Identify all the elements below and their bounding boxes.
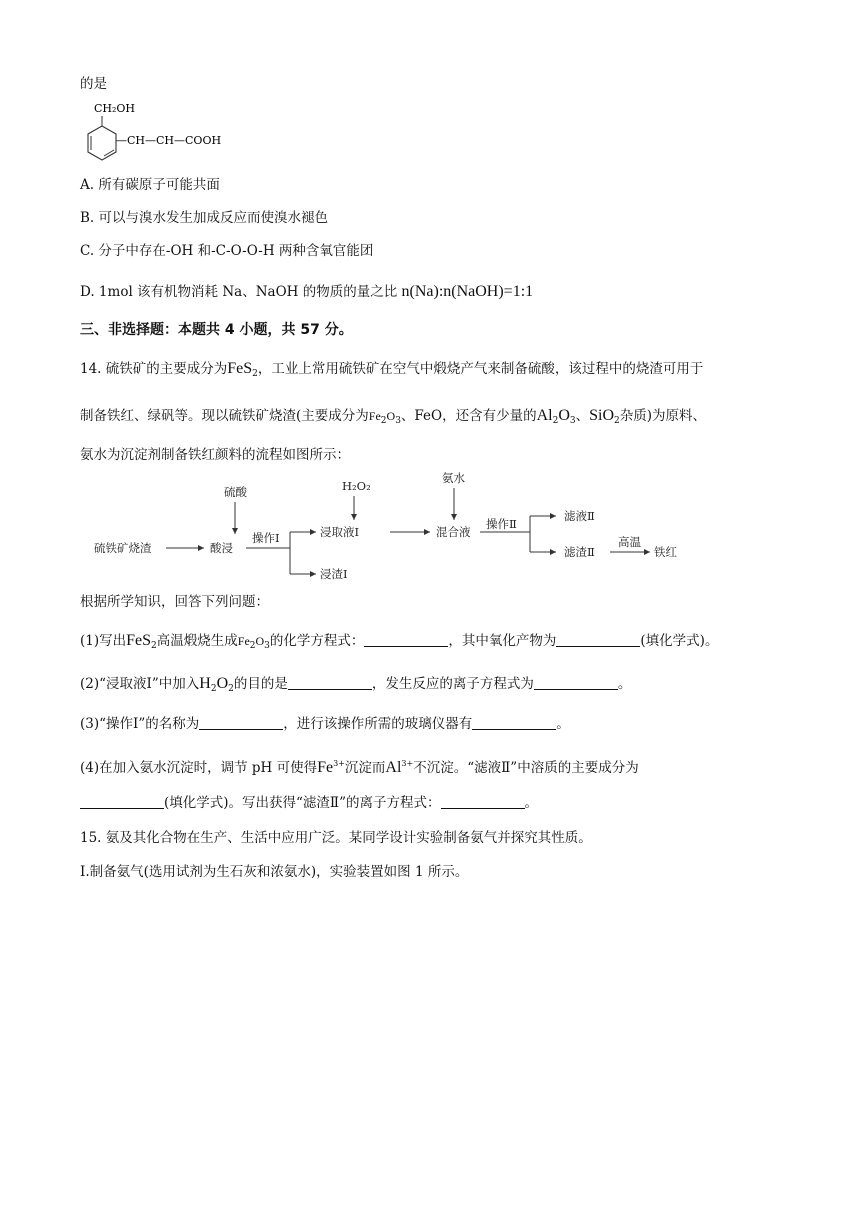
- answer-blank: [441, 794, 525, 809]
- flow-mix: 混合液: [436, 525, 471, 539]
- answer-blank: [364, 632, 448, 647]
- answer-blank: [199, 715, 283, 730]
- structure-chain: —CH—CH—COOH: [116, 134, 222, 147]
- q13-stem-end: 的是: [80, 76, 107, 92]
- flow-diagram: [90, 470, 710, 585]
- flow-acid: 硫酸: [224, 485, 247, 499]
- q14-line1: 14. 硫铁矿的主要成分为FeS$_2$，工业上常用硫铁矿在空气中煅烧产气来制备硫酸，该过程中的烧渣可用于: [80, 360, 704, 379]
- q14-part1: (1)写出FeS$_2$高温煅烧生成$Fe_2O_3$的化学方程式： ，其中氧化产物为 (填化学式)。: [80, 632, 719, 651]
- flow-liquor: 浸取液Ⅰ: [320, 525, 360, 539]
- q15-line1: 15. 氨及其化合物在生产、生活中应用广泛。某同学设计实验制备氨气并探究其性质。: [80, 830, 592, 846]
- option-d: D. 1mol 该有机物消耗 Na、NaOH 的物质的量之比 n(Na):n(NaOH)=1:1: [80, 283, 534, 300]
- answer-blank: [556, 632, 640, 647]
- flow-filtrate: 滤液Ⅱ: [564, 509, 595, 523]
- section-heading: 三、非选择题：本题共 4 小题，共 57 分。: [80, 322, 353, 338]
- option-c: C. 分子中存在-OH 和-C-O-O-H 两种含氧官能团: [80, 243, 374, 259]
- q14-line2: 制备铁红、绿矾等。现以硫铁矿烧渣(主要成分为$Fe_2O_3$、FeO，还含有少量的$Al_2O_3$、SiO$_2$杂质)为原料、: [80, 407, 707, 426]
- flow-residue2: 滤渣Ⅱ: [564, 545, 595, 559]
- flow-ammonia: 氨水: [442, 471, 465, 485]
- answer-blank: [534, 675, 618, 690]
- flow-leach: 酸浸: [210, 541, 233, 555]
- flow-h2o2: H₂O₂: [342, 479, 371, 493]
- q14-line3: 氨水为沉淀剂制备铁红颜料的流程如图所示：: [80, 447, 350, 463]
- flow-hightemp: 高温: [618, 535, 641, 549]
- structure-diagram: [80, 96, 230, 168]
- flow-product: 铁红: [654, 545, 677, 559]
- structure-ch2oh: CH₂OH: [94, 102, 136, 115]
- answer-blank: [80, 794, 164, 809]
- option-b: B. 可以与溴水发生加成反应而使溴水褪色: [80, 210, 329, 226]
- q15-line2: Ⅰ.制备氨气(选用试剂为生石灰和浓氨水)，实验装置如图 1 所示。: [80, 864, 469, 880]
- q14-part3: (3)“操作Ⅰ”的名称为 ，进行该操作所需的玻璃仪器有 。: [80, 716, 570, 732]
- q14-part2: (2)“浸取液Ⅰ”中加入$H_2O_2$的目的是 ，发生反应的离子方程式为 。: [80, 675, 632, 694]
- flow-op1: 操作Ⅰ: [252, 531, 280, 545]
- answer-blank: [472, 715, 556, 730]
- flow-op2: 操作Ⅱ: [486, 517, 517, 531]
- answer-blank: [288, 675, 372, 690]
- q14-part4: (4)在加入氨水沉淀时，调节 pH 可使得$Fe^{3+}$沉淀而$Al^{3+}$不沉淀。“滤液Ⅱ”中溶质的主要成分为: [80, 759, 639, 776]
- flow-start: 硫铁矿烧渣: [94, 541, 152, 555]
- q14-intro: 根据所学知识，回答下列问题：: [80, 594, 269, 610]
- option-a: A. 所有碳原子可能共面: [80, 177, 220, 193]
- flow-residue1: 浸渣Ⅰ: [320, 567, 348, 581]
- q14-part4-cont: (填化学式)。写出获得“滤渣Ⅱ”的离子方程式： 。: [80, 793, 538, 813]
